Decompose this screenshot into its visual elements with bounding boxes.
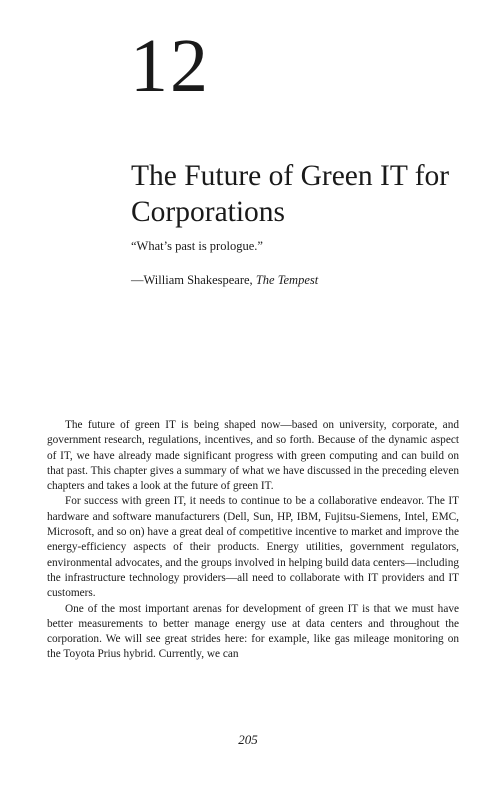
- page-number: 205: [238, 732, 258, 747]
- epigraph-quote: “What’s past is prologue.”: [131, 239, 263, 253]
- paragraph-3: One of the most important arenas for development of green IT is that we must have better measurements to better manage energy use at data centers and throughout the corporation. We will see great strides here: for example, like gas mileage monitoring on the Toyota Prius hybrid. Currently, we can: [47, 602, 459, 661]
- chapter-number: 12: [130, 24, 210, 108]
- chapter-title: The Future of Green IT for Corporations: [131, 160, 450, 228]
- attribution-author: —William Shakespeare,: [131, 273, 256, 287]
- paragraph-1: The future of green IT is being shaped now—based on university, corporate, and government research, regulations, incentives, and so forth. Because of the dynamic aspect of IT, we have already made significant progress with green computing and can build on that past. This chapter gives a summary of what we have discussed in the preceding eleven chapters and takes a look at the future of green IT.: [47, 419, 459, 493]
- epigraph-attribution: [131, 272, 461, 288]
- paragraph-2: For success with green IT, it needs to continue to be a collaborative endeavor. The IT hardware and software manufacturers (Dell, Sun, HP, IBM, Fujitsu-Siemens, Intel, EMC, Microsoft, and so on) have a great deal of competitive incentive to market and improve the energy-efficiency aspects of their products. Energy utilities, government regulators, environmental advocates, and the groups involved in helping build data centers—including the infrastructure technology providers—all need to collaborate with IT providers and IT customers.: [47, 495, 459, 600]
- body-text: [47, 418, 459, 663]
- attribution-work: The Tempest: [255, 273, 319, 287]
- epigraph: [131, 238, 461, 288]
